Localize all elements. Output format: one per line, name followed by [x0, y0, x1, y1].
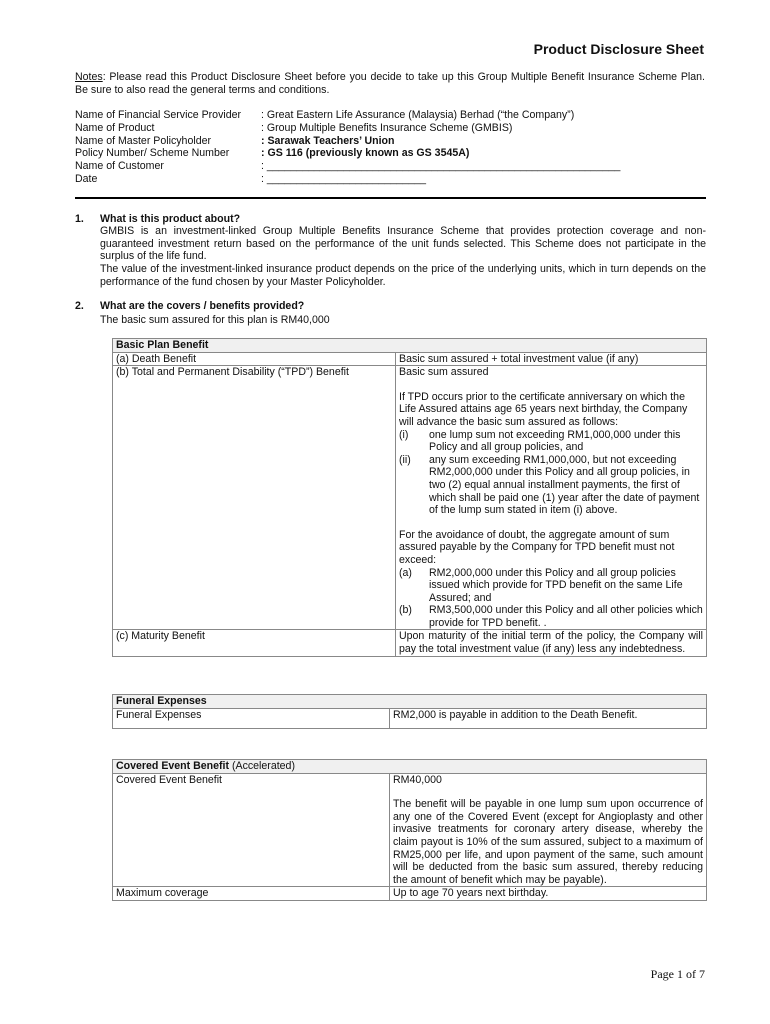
page-number: Page 1 of 7	[650, 967, 705, 981]
list-marker: (i)	[399, 428, 409, 441]
info-value: : GS 116 (previously known as GS 3545A)	[261, 147, 470, 159]
section-paragraph: The value of the investment-linked insurance product depends on the price of the underlying units, which in turn depends on the performance of the fund chosen by your Master Policyholder.	[100, 263, 706, 288]
tpd-amount: Basic sum assured	[399, 366, 489, 379]
benefit-label: Funeral Expenses	[113, 708, 390, 728]
list-item	[399, 567, 703, 605]
list-marker: (b)	[399, 604, 412, 617]
info-value: : ____________________________________________________________	[261, 160, 621, 172]
info-row-provider	[75, 109, 574, 122]
benefit-value: Basic sum assured + total investment value (if any)	[396, 352, 707, 366]
info-label: Policy Number/ Scheme Number	[75, 147, 230, 159]
section-heading: What is this product about?	[100, 213, 241, 225]
notes-label: Notes	[75, 71, 103, 83]
info-value: : Group Multiple Benefits Insurance Scheme (GMBIS)	[261, 122, 513, 134]
divider	[75, 197, 706, 199]
benefit-value	[396, 366, 707, 630]
info-label: Name of Customer	[75, 160, 164, 172]
info-label: Name of Product	[75, 122, 155, 134]
notes-paragraph	[75, 71, 705, 96]
info-value: : Sarawak Teachers’ Union	[261, 135, 395, 147]
section-number: 1.	[75, 213, 84, 225]
list-text: RM3,500,000 under this Policy and all other policies which provide for TPD benefit. .	[429, 604, 703, 629]
list-item	[399, 429, 703, 454]
doubt-intro: For the avoidance of doubt, the aggregate amount of sum assured payable by the Company for TPD benefit must not exceed:	[399, 528, 675, 566]
list-marker: (a)	[399, 566, 412, 579]
info-label: Name of Master Policyholder	[75, 135, 212, 147]
section-paragraph: GMBIS is an investment-linked Group Multiple Benefits Insurance Scheme that provides protection coverage and non-guaranteed investment return based on the performance of the unit funds selected. This Scheme does not participate in the surplus of the life fund.	[100, 225, 706, 263]
info-row-product	[75, 122, 512, 135]
benefit-value: Upon maturity of the initial term of the policy, the Company will pay the total investment value (if any) less any indebtedness.	[396, 630, 707, 656]
basic-plan-table	[112, 338, 707, 657]
benefit-value: Up to age 70 years next birthday.	[390, 887, 707, 901]
funeral-table	[112, 694, 707, 729]
info-label: Name of Financial Service Provider	[75, 109, 242, 121]
covered-event-table	[112, 759, 707, 901]
notes-text: : Please read this Product Disclosure Sheet before you decide to take up this Group Multiple Benefit Insurance Scheme Plan. Be sure to also read the general terms and conditions.	[75, 71, 705, 96]
benefit-value: RM2,000 is payable in addition to the Death Benefit.	[390, 708, 707, 728]
info-row-date	[75, 173, 426, 186]
page-title: Product Disclosure Sheet	[533, 41, 704, 57]
section-number: 2.	[75, 300, 84, 312]
tpd-intro: If TPD occurs prior to the certificate anniversary on which the Life Assured attains age 65 years next birthday, the Company will advance the basic sum assured as follows:	[399, 390, 688, 428]
info-row-policyholder	[75, 135, 394, 148]
benefit-label: (a) Death Benefit	[113, 352, 396, 366]
table-header	[113, 760, 707, 774]
list-text: one lump sum not exceeding RM1,000,000 under this Policy and all group policies, and	[429, 428, 681, 454]
table-header: Funeral Expenses	[113, 695, 707, 709]
list-text: RM2,000,000 under this Policy and all group policies issued which provide for TPD benefit on the same Life Assured; and	[429, 566, 683, 604]
benefit-label: Maximum coverage	[113, 887, 390, 901]
info-row-customer	[75, 160, 620, 173]
info-label: Date	[75, 173, 98, 185]
covered-event-amount: RM40,000	[393, 773, 442, 786]
table-header: Basic Plan Benefit	[113, 339, 707, 353]
table-header-title: Covered Event Benefit	[116, 760, 230, 772]
section-subtext: The basic sum assured for this plan is RM40,000	[100, 314, 330, 326]
benefit-label: (c) Maturity Benefit	[113, 630, 396, 656]
list-item	[399, 454, 703, 517]
benefit-value	[390, 773, 707, 887]
info-row-policy-number	[75, 147, 469, 160]
section-heading: What are the covers / benefits provided?	[100, 300, 305, 312]
table-header-suffix: (Accelerated)	[229, 760, 295, 772]
covered-event-description: The benefit will be payable in one lump sum upon occurrence of any one of the Covered Event (except for Angioplasty and other invasive treatments for coronary artery disease, whereby the claim payout is 10% of the sum assured, subject to a maximum of RM25,000 per life, and upon payment of the same, such amount will be deducted from the basic sum assured, thereby reducing the amount of benefit which may be payable).	[393, 798, 703, 886]
info-value: : ___________________________	[261, 173, 426, 185]
list-text: any sum exceeding RM1,000,000, but not exceeding RM2,000,000 under this Policy and all group policies, in two (2) equal annual installment payments, the first of which shall be paid one (1) year after the date of payment of the lump sum stated in item (i) above.	[429, 453, 700, 517]
benefit-label: (b) Total and Permanent Disability (“TPD”) Benefit	[113, 366, 396, 630]
info-value: : Great Eastern Life Assurance (Malaysia) Berhad (“the Company”)	[261, 109, 575, 121]
list-marker: (ii)	[399, 453, 411, 466]
list-item	[399, 604, 703, 629]
benefit-label: Covered Event Benefit	[113, 773, 390, 887]
